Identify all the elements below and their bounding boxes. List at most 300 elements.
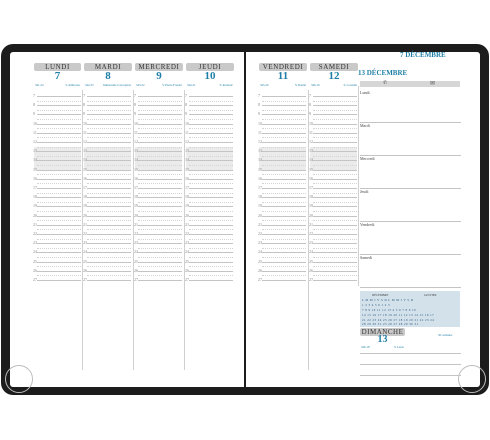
half-hour-line	[37, 165, 81, 166]
notes-line	[360, 254, 461, 255]
half-hour-line	[262, 156, 306, 157]
half-hour-line	[87, 147, 131, 148]
hour-line	[262, 225, 306, 226]
hour-line	[87, 252, 131, 253]
half-hour-line	[87, 110, 131, 111]
hour-line	[138, 124, 182, 125]
half-hour-line	[313, 174, 357, 175]
hour-label: 9	[309, 111, 311, 117]
hour-line	[87, 170, 131, 171]
hour-line	[262, 271, 306, 272]
lunch-shade	[186, 147, 233, 170]
day-code-tuesday: 342-23	[85, 83, 94, 87]
hour-label: 27	[83, 277, 87, 282]
half-hour-line	[37, 202, 81, 203]
hour-line	[87, 179, 131, 180]
half-hour-line	[189, 119, 233, 120]
hour-line	[189, 271, 233, 272]
hour-label: 23	[83, 240, 87, 246]
hour-line	[138, 160, 182, 161]
hour-line	[37, 243, 81, 244]
half-hour-line	[262, 137, 306, 138]
half-hour-line	[262, 183, 306, 184]
hour-line	[189, 133, 233, 134]
half-hour-line	[189, 183, 233, 184]
notes-line	[360, 287, 461, 288]
hour-label: 9	[83, 111, 85, 117]
hour-line	[37, 160, 81, 161]
half-hour-line	[313, 137, 357, 138]
hour-label: 8	[83, 102, 85, 108]
hour-label: 13	[33, 148, 37, 154]
half-hour-line	[138, 156, 182, 157]
hour-line	[138, 170, 182, 171]
hour-label: 23	[258, 240, 262, 246]
hour-label: 8	[309, 102, 311, 108]
hour-line	[189, 160, 233, 161]
hour-line	[37, 197, 81, 198]
hour-label: 27	[258, 277, 262, 282]
week-title-start: 7 DÉCEMBRE	[400, 51, 446, 59]
day-header-saturday: SAMEDI	[310, 63, 358, 71]
hour-label: 16	[83, 175, 87, 181]
half-hour-line	[313, 128, 357, 129]
half-hour-line	[189, 248, 233, 249]
column-divider	[133, 90, 134, 370]
hour-line	[262, 252, 306, 253]
hour-label: 18	[258, 194, 262, 200]
hour-line	[189, 252, 233, 253]
day-number-friday: 11	[277, 70, 289, 82]
hour-label: 21	[309, 221, 313, 227]
notes-line	[360, 221, 461, 222]
sunday-line-3	[360, 375, 461, 376]
hour-label: 14	[33, 157, 37, 163]
half-hour-line	[313, 248, 357, 249]
hour-label: 16	[258, 175, 262, 181]
hour-label: 10	[134, 120, 138, 126]
hour-label: 24	[83, 249, 87, 255]
notes-label: Samedi	[360, 255, 372, 260]
hour-line	[87, 114, 131, 115]
day-code-friday: 345-20	[260, 83, 269, 87]
hour-label: 7	[258, 93, 260, 98]
half-hour-line	[87, 202, 131, 203]
week-number-label: 50ᵉ semaine	[438, 333, 453, 337]
hour-line	[189, 96, 233, 97]
half-hour-line	[87, 183, 131, 184]
half-hour-line	[138, 174, 182, 175]
hour-label: 13	[309, 148, 313, 154]
half-hour-line	[138, 248, 182, 249]
hour-line	[189, 216, 233, 217]
hour-line	[87, 225, 131, 226]
hour-line	[37, 96, 81, 97]
hour-line	[262, 206, 306, 207]
hour-line	[138, 234, 182, 235]
hour-line	[37, 179, 81, 180]
hour-line	[313, 216, 357, 217]
hour-line	[313, 179, 357, 180]
hour-line	[37, 142, 81, 143]
half-hour-line	[189, 257, 233, 258]
hour-label: 25	[83, 258, 87, 264]
hour-line	[313, 262, 357, 263]
hour-label: 18	[33, 194, 37, 200]
half-hour-line	[37, 137, 81, 138]
hour-label: 20	[258, 212, 262, 218]
hour-label: 26	[33, 267, 37, 273]
hour-label: 14	[309, 157, 313, 163]
hour-label: 26	[83, 267, 87, 273]
phone-icon: ✆	[383, 81, 388, 86]
hour-label: 11	[258, 129, 262, 135]
day-number-tuesday: 8	[105, 70, 111, 82]
notes-label: Mardi	[360, 123, 370, 128]
hour-line	[37, 170, 81, 171]
hour-label: 7	[185, 93, 187, 98]
hour-line	[87, 188, 131, 189]
mail-icon: ✉	[430, 81, 436, 87]
half-hour-line	[138, 193, 182, 194]
half-hour-line	[37, 174, 81, 175]
hour-line	[37, 252, 81, 253]
sunday-line-1	[360, 353, 461, 354]
half-hour-line	[262, 220, 306, 221]
hour-label: 17	[258, 185, 262, 190]
hour-line	[189, 280, 233, 281]
mini-calendar-month2: JANVIER	[424, 293, 437, 297]
hour-label: 17	[309, 185, 313, 190]
half-hour-line	[87, 137, 131, 138]
hour-label: 8	[134, 102, 136, 108]
hour-label: 24	[33, 249, 37, 255]
saint-tuesday: Immaculée Conception	[103, 83, 131, 87]
saint-wednesday: Sᵗ Pierre Fourier	[162, 83, 182, 87]
half-hour-line	[87, 156, 131, 157]
hour-line	[189, 197, 233, 198]
half-hour-line	[313, 147, 357, 148]
column-divider	[184, 90, 185, 370]
hour-label: 7	[134, 93, 136, 98]
hour-label: 26	[309, 267, 313, 273]
hour-label: 7	[309, 93, 311, 98]
half-hour-line	[37, 119, 81, 120]
saint-friday: Sᵗ Daniel	[295, 83, 306, 87]
half-hour-line	[87, 193, 131, 194]
hour-line	[87, 243, 131, 244]
hour-label: 15	[185, 166, 189, 172]
hour-label: 24	[309, 249, 313, 255]
day-header-monday: LUNDI	[34, 63, 81, 71]
hour-line	[37, 151, 81, 152]
hour-label: 25	[309, 258, 313, 264]
day-code-saturday: 346-19	[311, 83, 320, 87]
right-corner-ring	[458, 365, 486, 393]
hour-line	[87, 160, 131, 161]
half-hour-line	[189, 174, 233, 175]
half-hour-line	[87, 101, 131, 102]
half-hour-line	[138, 101, 182, 102]
hour-line	[87, 197, 131, 198]
hour-line	[313, 206, 357, 207]
hour-label: 15	[83, 166, 87, 172]
half-hour-line	[262, 119, 306, 120]
hour-label: 22	[185, 231, 189, 236]
hour-label: 25	[185, 258, 189, 264]
hour-label: 19	[83, 203, 87, 209]
half-hour-line	[262, 229, 306, 230]
hour-label: 12	[309, 139, 313, 144]
hour-label: 11	[134, 129, 138, 135]
half-hour-line	[313, 101, 357, 102]
hour-label: 16	[134, 175, 138, 181]
hour-line	[262, 124, 306, 125]
half-hour-line	[262, 147, 306, 148]
hour-line	[37, 271, 81, 272]
hour-line	[87, 151, 131, 152]
hour-label: 14	[185, 157, 189, 163]
half-hour-line	[138, 119, 182, 120]
day-code-sunday: 346-18	[361, 345, 370, 349]
hour-label: 18	[309, 194, 313, 200]
hour-label: 23	[33, 240, 37, 246]
hour-label: 26	[134, 267, 138, 273]
half-hour-line	[262, 266, 306, 267]
hour-label: 25	[258, 258, 262, 264]
hour-label: 14	[134, 157, 138, 163]
hour-line	[37, 105, 81, 106]
hour-line	[313, 271, 357, 272]
half-hour-line	[262, 211, 306, 212]
half-hour-line	[37, 248, 81, 249]
hour-line	[138, 216, 182, 217]
hour-line	[313, 197, 357, 198]
hour-line	[37, 124, 81, 125]
half-hour-line	[87, 266, 131, 267]
hour-label: 24	[134, 249, 138, 255]
lunch-shade	[135, 147, 182, 170]
half-hour-line	[262, 128, 306, 129]
half-hour-line	[189, 220, 233, 221]
hour-label: 9	[185, 111, 187, 117]
day-number-monday: 7	[54, 70, 61, 82]
half-hour-line	[37, 229, 81, 230]
half-hour-line	[313, 266, 357, 267]
hour-label: 8	[258, 102, 260, 108]
hour-label: 11	[33, 129, 37, 135]
hour-line	[313, 252, 357, 253]
half-hour-line	[313, 183, 357, 184]
hour-label: 20	[33, 212, 37, 218]
half-hour-line	[138, 211, 182, 212]
hour-line	[262, 105, 306, 106]
hour-line	[313, 124, 357, 125]
hour-line	[313, 160, 357, 161]
half-hour-line	[189, 165, 233, 166]
half-hour-line	[87, 174, 131, 175]
hour-label: 17	[83, 185, 87, 190]
hour-label: 21	[185, 221, 189, 227]
hour-line	[262, 262, 306, 263]
hour-label: 12	[185, 139, 189, 144]
hour-line	[189, 188, 233, 189]
lunch-shade	[34, 147, 81, 170]
hour-label: 15	[309, 166, 313, 172]
hour-line	[37, 262, 81, 263]
hour-label: 27	[134, 277, 138, 282]
half-hour-line	[262, 110, 306, 111]
half-hour-line	[87, 211, 131, 212]
column-divider	[308, 90, 309, 370]
hour-label: 9	[134, 111, 136, 117]
hour-label: 23	[185, 240, 189, 246]
hour-label: 7	[83, 93, 85, 98]
half-hour-line	[138, 202, 182, 203]
hour-label: 26	[185, 267, 189, 273]
hour-label: 18	[134, 194, 138, 200]
notes-label: Vendredi	[360, 222, 375, 227]
hour-label: 12	[258, 139, 262, 144]
half-hour-line	[138, 275, 182, 276]
hour-line	[138, 188, 182, 189]
hour-line	[138, 197, 182, 198]
hour-line	[262, 114, 306, 115]
hour-line	[138, 243, 182, 244]
hour-line	[262, 280, 306, 281]
hour-label: 25	[134, 258, 138, 264]
half-hour-line	[87, 165, 131, 166]
half-hour-line	[313, 119, 357, 120]
notes-label: Mercredi	[360, 156, 375, 161]
hour-line	[87, 124, 131, 125]
half-hour-line	[189, 156, 233, 157]
day-number-saturday: 12	[328, 70, 340, 82]
hour-line	[189, 262, 233, 263]
half-hour-line	[138, 137, 182, 138]
hour-label: 8	[33, 102, 35, 108]
hour-label: 17	[185, 185, 189, 190]
half-hour-line	[87, 275, 131, 276]
column-divider	[82, 90, 83, 370]
hour-line	[313, 280, 357, 281]
day-code-monday: 341-24	[35, 83, 44, 87]
hour-label: 22	[309, 231, 313, 236]
half-hour-line	[87, 119, 131, 120]
hour-line	[189, 225, 233, 226]
hour-label: 10	[309, 120, 313, 126]
hour-label: 7	[33, 93, 35, 98]
day-header-friday: VENDREDI	[259, 63, 307, 71]
half-hour-line	[313, 156, 357, 157]
hour-line	[189, 114, 233, 115]
notes-line	[360, 155, 461, 156]
hour-line	[189, 151, 233, 152]
half-hour-line	[138, 257, 182, 258]
hour-label: 18	[83, 194, 87, 200]
mini-calendar-week4: 21 22 23 24 25 26 27 18 19 20 21 22 23 24	[362, 318, 435, 322]
hour-line	[87, 133, 131, 134]
hour-line	[138, 225, 182, 226]
hour-line	[138, 142, 182, 143]
half-hour-line	[262, 165, 306, 166]
hour-line	[262, 234, 306, 235]
half-hour-line	[189, 239, 233, 240]
hour-label: 13	[185, 148, 189, 154]
hour-line	[313, 105, 357, 106]
hour-label: 22	[258, 231, 262, 236]
hour-line	[87, 262, 131, 263]
day-number-wednesday: 9	[156, 70, 162, 82]
day-code-wednesday: 343-22	[136, 83, 145, 87]
hour-label: 15	[33, 166, 37, 172]
notes-label: Lundi	[360, 90, 370, 95]
day-header-thursday: JEUDI	[186, 63, 234, 71]
hour-line	[87, 105, 131, 106]
hour-line	[138, 271, 182, 272]
saint-thursday: Sᵗ Romaric	[219, 83, 233, 87]
hour-label: 12	[33, 139, 37, 144]
hour-label: 10	[33, 120, 37, 126]
half-hour-line	[189, 128, 233, 129]
half-hour-line	[313, 229, 357, 230]
hour-line	[262, 151, 306, 152]
half-hour-line	[37, 128, 81, 129]
half-hour-line	[87, 128, 131, 129]
half-hour-line	[37, 220, 81, 221]
half-hour-line	[87, 229, 131, 230]
week-title-end: 13 DÉCEMBRE	[358, 69, 408, 77]
half-hour-line	[262, 275, 306, 276]
hour-line	[37, 206, 81, 207]
half-hour-line	[138, 266, 182, 267]
half-hour-line	[262, 174, 306, 175]
hour-line	[37, 133, 81, 134]
hour-label: 25	[33, 258, 37, 264]
hour-line	[87, 206, 131, 207]
half-hour-line	[189, 266, 233, 267]
day-number-thursday: 10	[204, 70, 216, 82]
half-hour-line	[138, 165, 182, 166]
half-hour-line	[37, 211, 81, 212]
half-hour-line	[37, 239, 81, 240]
hour-label: 23	[309, 240, 313, 246]
icon-bar	[360, 81, 460, 87]
half-hour-line	[37, 110, 81, 111]
hour-line	[37, 216, 81, 217]
hour-line	[189, 142, 233, 143]
half-hour-line	[189, 110, 233, 111]
hour-line	[262, 216, 306, 217]
hour-line	[138, 179, 182, 180]
half-hour-line	[138, 128, 182, 129]
hour-label: 22	[33, 231, 37, 236]
hour-line	[262, 160, 306, 161]
half-hour-line	[138, 229, 182, 230]
hour-label: 19	[258, 203, 262, 209]
hour-label: 27	[33, 277, 37, 282]
day-header-wednesday: MERCREDI	[135, 63, 183, 71]
hour-line	[138, 262, 182, 263]
hour-line	[262, 179, 306, 180]
hour-label: 21	[33, 221, 37, 227]
hour-line	[313, 133, 357, 134]
half-hour-line	[262, 202, 306, 203]
half-hour-line	[138, 147, 182, 148]
hour-line	[37, 225, 81, 226]
hour-label: 20	[309, 212, 313, 218]
half-hour-line	[189, 193, 233, 194]
